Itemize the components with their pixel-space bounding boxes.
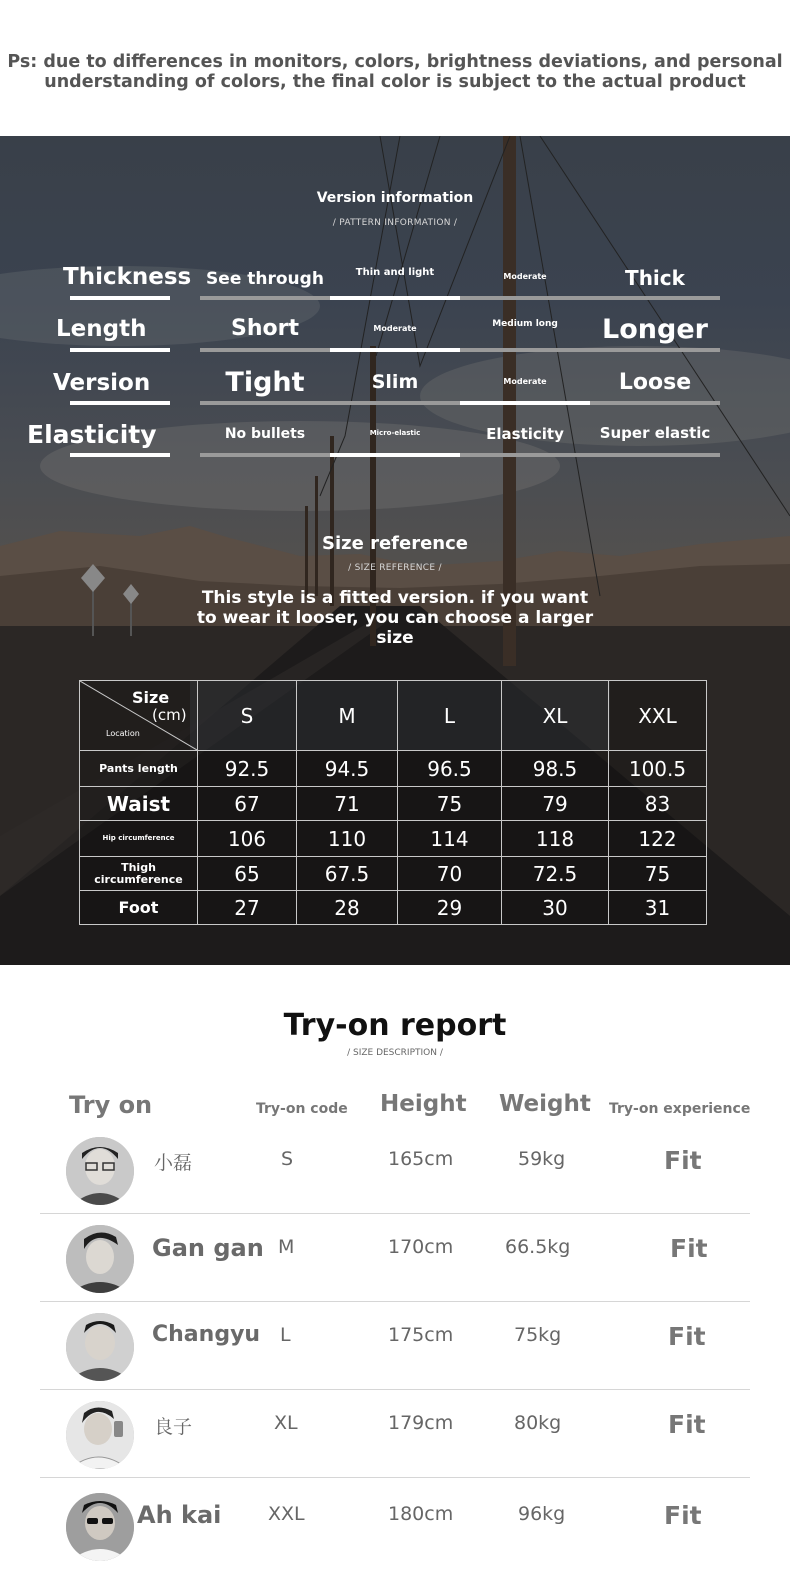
- attribute-selected-marker: [330, 453, 460, 457]
- tryon-name: Gan gan: [152, 1234, 264, 1262]
- tryon-height: 179cm: [388, 1412, 454, 1434]
- size-column-header: L: [398, 681, 502, 751]
- size-row: [80, 891, 707, 925]
- avatar-photo: [66, 1401, 134, 1469]
- size-row-label: Thigh circumference: [80, 857, 198, 891]
- tryon-code: XXL: [268, 1503, 305, 1525]
- size-cell: 94.5: [297, 751, 398, 787]
- size-cell: 96.5: [398, 751, 502, 787]
- attribute-option: Moderate: [503, 377, 547, 386]
- disclaimer-line-2: understanding of colors, the final color is subject to the actual product: [44, 72, 746, 92]
- tryon-row: [40, 1302, 750, 1390]
- size-row-label: Foot: [80, 891, 198, 925]
- size-column-header: XXL: [609, 681, 707, 751]
- size-row: [80, 751, 707, 787]
- attribute-option: Moderate: [373, 324, 417, 333]
- size-cell: 122: [609, 821, 707, 857]
- tryon-experience: Fit: [670, 1234, 708, 1263]
- attribute-label-underline: [70, 348, 170, 352]
- tryon-weight: 75kg: [514, 1324, 562, 1346]
- header-try-on-experience: Try-on experience: [609, 1101, 751, 1117]
- road-photo-section: [0, 136, 790, 965]
- size-cell: 106: [198, 821, 297, 857]
- size-cell: 29: [398, 891, 502, 925]
- size-cell: 28: [297, 891, 398, 925]
- size-cell: 72.5: [502, 857, 609, 891]
- tryon-row: [40, 1390, 750, 1478]
- size-row: [80, 857, 707, 891]
- avatar: [66, 1137, 134, 1205]
- tryon-name: Changyu: [152, 1322, 261, 1347]
- version-info-subtitle: / PATTERN INFORMATION /: [332, 218, 458, 228]
- avatar: [66, 1225, 134, 1293]
- tryon-code: XL: [274, 1412, 298, 1434]
- tryon-code: L: [280, 1324, 291, 1346]
- attribute-selected-marker: [330, 348, 460, 352]
- corner-location-label: Location: [106, 729, 140, 738]
- size-column-header: S: [198, 681, 297, 751]
- attribute-option: No bullets: [224, 426, 306, 442]
- size-column-header: XL: [502, 681, 609, 751]
- size-cell: 110: [297, 821, 398, 857]
- tryon-code: M: [278, 1236, 295, 1258]
- tryon-weight: 80kg: [514, 1412, 562, 1434]
- tryon-experience: Fit: [664, 1146, 702, 1175]
- attribute-selected-marker: [460, 401, 590, 405]
- attribute-track: [200, 296, 720, 300]
- tryon-name: 小磊: [154, 1152, 193, 1174]
- size-cell: 75: [609, 857, 707, 891]
- size-cell: 31: [609, 891, 707, 925]
- disclaimer-line-1: Ps: due to differences in monitors, colors, brightness deviations, and personal: [7, 52, 783, 72]
- attribute-option: Longer: [602, 314, 708, 345]
- size-cell: 27: [198, 891, 297, 925]
- tryon-row: [40, 1214, 750, 1302]
- tryon-name: Ah kai: [137, 1501, 222, 1529]
- attribute-option: See through: [206, 269, 324, 289]
- tryon-name: 良子: [154, 1416, 193, 1438]
- corner-unit-label: (cm): [152, 706, 187, 724]
- tryon-report-title: Try-on report: [283, 1008, 507, 1043]
- size-cell: 92.5: [198, 751, 297, 787]
- size-cell: 83: [609, 787, 707, 821]
- size-cell: 75: [398, 787, 502, 821]
- attribute-option: Short: [231, 316, 299, 341]
- size-cell: 65: [198, 857, 297, 891]
- size-chart-table: [79, 680, 707, 925]
- attribute-track: [200, 348, 720, 352]
- attribute-option: Micro-elastic: [369, 429, 421, 437]
- tryon-experience: Fit: [668, 1410, 706, 1439]
- attribute-label-underline: [70, 296, 170, 300]
- tryon-weight: 59kg: [518, 1148, 566, 1170]
- attribute-option: Slim: [371, 371, 419, 393]
- corner-size-label: Size: [132, 688, 170, 707]
- size-column-header: M: [297, 681, 398, 751]
- tryon-height: 165cm: [388, 1148, 454, 1170]
- tryon-weight: 96kg: [518, 1503, 566, 1525]
- tryon-experience: Fit: [664, 1501, 702, 1530]
- tryon-experience: Fit: [668, 1322, 706, 1351]
- attribute-label-underline: [70, 401, 170, 405]
- tryon-height: 175cm: [388, 1324, 454, 1346]
- attribute-option: Moderate: [503, 272, 547, 281]
- attribute-option: Elasticity: [486, 425, 564, 443]
- size-cell: 98.5: [502, 751, 609, 787]
- size-cell: 70: [398, 857, 502, 891]
- size-cell: 71: [297, 787, 398, 821]
- size-cell: 100.5: [609, 751, 707, 787]
- attribute-option: Loose: [618, 370, 692, 395]
- attribute-option: Thin and light: [355, 267, 435, 278]
- size-reference-subtitle: / SIZE REFERENCE /: [348, 563, 442, 573]
- size-row-label: Waist: [80, 787, 198, 821]
- attribute-label: Version: [53, 370, 151, 396]
- header-try-on-code: Try-on code: [256, 1101, 348, 1117]
- tryon-weight: 66.5kg: [505, 1236, 571, 1258]
- color-disclaimer: [0, 52, 790, 92]
- header-weight: Weight: [499, 1091, 591, 1117]
- size-cell: 79: [502, 787, 609, 821]
- attribute-label: Length: [56, 316, 147, 342]
- tryon-height: 180cm: [388, 1503, 454, 1525]
- avatar-photo: [66, 1493, 134, 1561]
- attribute-track: [200, 453, 720, 457]
- tryon-code: S: [281, 1148, 294, 1170]
- attribute-label: Thickness: [63, 264, 192, 290]
- size-reference-title: Size reference: [322, 533, 468, 554]
- avatar: [66, 1313, 134, 1381]
- tryon-height: 170cm: [388, 1236, 454, 1258]
- size-row-label: Pants length: [80, 751, 198, 787]
- tryon-report-subtitle: / SIZE DESCRIPTION /: [347, 1048, 443, 1058]
- size-cell: 67.5: [297, 857, 398, 891]
- avatar: [66, 1493, 134, 1561]
- tryon-row: [40, 1126, 750, 1214]
- size-cell: 67: [198, 787, 297, 821]
- header-height: Height: [380, 1091, 467, 1117]
- avatar-photo: [66, 1313, 134, 1381]
- size-corner-cell: [80, 681, 198, 751]
- size-cell: 30: [502, 891, 609, 925]
- attribute-selected-marker: [330, 296, 460, 300]
- size-header-row: [80, 681, 707, 751]
- version-info-title: Version information: [316, 190, 474, 206]
- attribute-option: Tight: [225, 367, 305, 398]
- avatar-photo: [66, 1225, 134, 1293]
- avatar-photo: [66, 1137, 134, 1205]
- attribute-option: Thick: [625, 266, 685, 290]
- size-row-label: Hip circumference: [80, 821, 198, 857]
- attribute-option: Medium long: [492, 319, 558, 329]
- size-cell: 114: [398, 821, 502, 857]
- header-try-on: Try on: [69, 1091, 153, 1119]
- attribute-label: Elasticity: [27, 420, 157, 449]
- size-row: [80, 821, 707, 857]
- avatar: [66, 1401, 134, 1469]
- tryon-row: [40, 1478, 750, 1566]
- fit-advice: This style is a fitted version. if you want to wear it looser, you can choose a larger size: [196, 588, 594, 648]
- size-row: [80, 787, 707, 821]
- attribute-label-underline: [70, 453, 170, 457]
- size-cell: 118: [502, 821, 609, 857]
- attribute-option: Super elastic: [599, 424, 711, 442]
